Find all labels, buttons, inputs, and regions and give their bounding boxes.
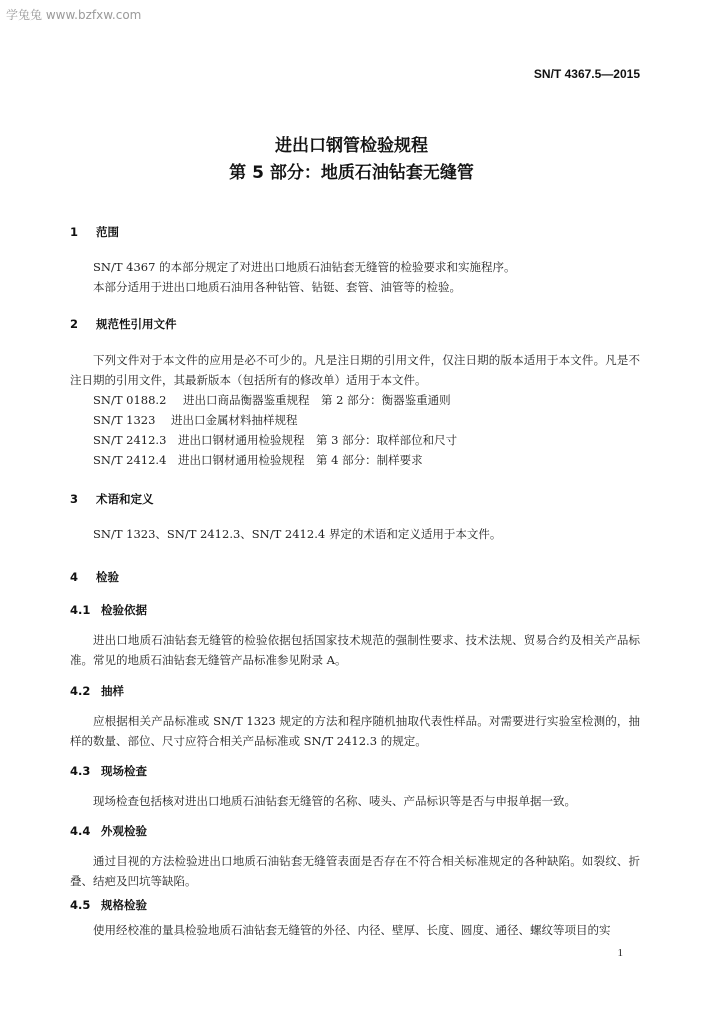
reference-code: SN/T 2412.3 (93, 433, 167, 447)
normative-reference (93, 412, 298, 428)
page-number: 1 (617, 947, 623, 959)
section-title: 检验依据 (101, 603, 147, 617)
section-number: 4.3 (70, 764, 91, 778)
section-4-4-paragraph: 通过目视的方法检验进出口地质石油钻套无缝管表面是否存在不符合相关标准规定的各种缺陷。如裂纹、折叠、结疤及凹坑等缺陷。 (70, 854, 640, 888)
section-4-2-heading (70, 683, 124, 699)
section-1-paragraph-2: 本部分适用于进出口地质石油用各种钻管、钻铤、套管、油管等的检验。 (93, 280, 461, 294)
section-title: 术语和定义 (96, 492, 154, 506)
normative-reference (93, 432, 457, 448)
section-number: 2 (70, 317, 79, 331)
section-3-heading (70, 491, 154, 507)
reference-code: SN/T 0188.2 (93, 393, 167, 407)
reference-title: 进出口钢材通用检验规程 第 3 部分：取样部位和尺寸 (178, 433, 458, 447)
section-4-1-heading (70, 602, 147, 618)
section-title: 规范性引用文件 (96, 317, 177, 331)
reference-title: 进出口金属材料抽样规程 (171, 413, 298, 427)
section-title: 抽样 (101, 684, 124, 698)
watermark: 学兔兔 www.bzfxw.com (6, 8, 142, 22)
section-2-intro: 下列文件对于本文件的应用是必不可少的。凡是注日期的引用文件，仅注日期的版本适用于本文件。凡是不注日期的引用文件，其最新版本（包括所有的修改单）适用于本文件。 (70, 353, 640, 387)
section-title: 检验 (96, 570, 119, 584)
section-3-paragraph: SN/T 1323、SN/T 2412.3、SN/T 2412.4 界定的术语和定义适用于本文件。 (93, 527, 502, 541)
document-title: 进出口钢管检验规程 (275, 136, 428, 156)
reference-title: 进出口钢材通用检验规程 第 4 部分：制样要求 (178, 453, 423, 467)
section-title: 规格检验 (101, 898, 147, 912)
section-4-5-heading (70, 897, 147, 913)
section-4-1-paragraph: 进出口地质石油钻套无缝管的检验依据包括国家技术规范的强制性要求、技术法规、贸易合约及相关产品标准。常见的地质石油钻套无缝管产品标准参见附录 A。 (70, 633, 640, 667)
section-2-heading (70, 316, 177, 332)
section-4-4-heading (70, 823, 147, 839)
reference-title: 进出口商品衡器鉴重规程 第 2 部分：衡器鉴重通则 (183, 393, 451, 407)
section-number: 4.5 (70, 898, 91, 912)
section-4-3-paragraph: 现场检查包括核对进出口地质石油钻套无缝管的名称、唛头、产品标识等是否与申报单据一致。 (93, 794, 576, 808)
section-title: 外观检验 (101, 824, 147, 838)
standard-number: SN/T 4367.5—2015 (533, 67, 640, 81)
reference-code: SN/T 1323 (93, 413, 156, 427)
section-title: 范围 (96, 225, 119, 239)
section-4-2-paragraph: 应根据相关产品标准或 SN/T 1323 规定的方法和程序随机抽取代表性样品。对需要进行实验室检测的，抽样的数量、部位、尺寸应符合相关产品标准或 SN/T 2412.3 的规定。 (70, 714, 640, 748)
section-1-paragraph-1: SN/T 4367 的本部分规定了对进出口地质石油钻套无缝管的检验要求和实施程序。 (93, 260, 516, 274)
section-4-5-paragraph: 使用经校准的量具检验地质石油钻套无缝管的外径、内径、壁厚、长度、圆度、通径、螺纹等项目的实 (93, 923, 611, 937)
section-4-heading (70, 569, 119, 585)
section-number: 4 (70, 570, 79, 584)
section-1-heading (70, 224, 119, 240)
section-number: 4.4 (70, 824, 91, 838)
normative-reference (93, 452, 423, 468)
reference-code: SN/T 2412.4 (93, 453, 167, 467)
section-4-3-heading (70, 763, 147, 779)
section-number: 4.1 (70, 603, 91, 617)
section-number: 1 (70, 225, 79, 239)
section-number: 4.2 (70, 684, 91, 698)
normative-reference (93, 392, 451, 408)
section-number: 3 (70, 492, 79, 506)
section-title: 现场检查 (101, 764, 147, 778)
document-subtitle: 第 5 部分：地质石油钻套无缝管 (229, 163, 474, 183)
